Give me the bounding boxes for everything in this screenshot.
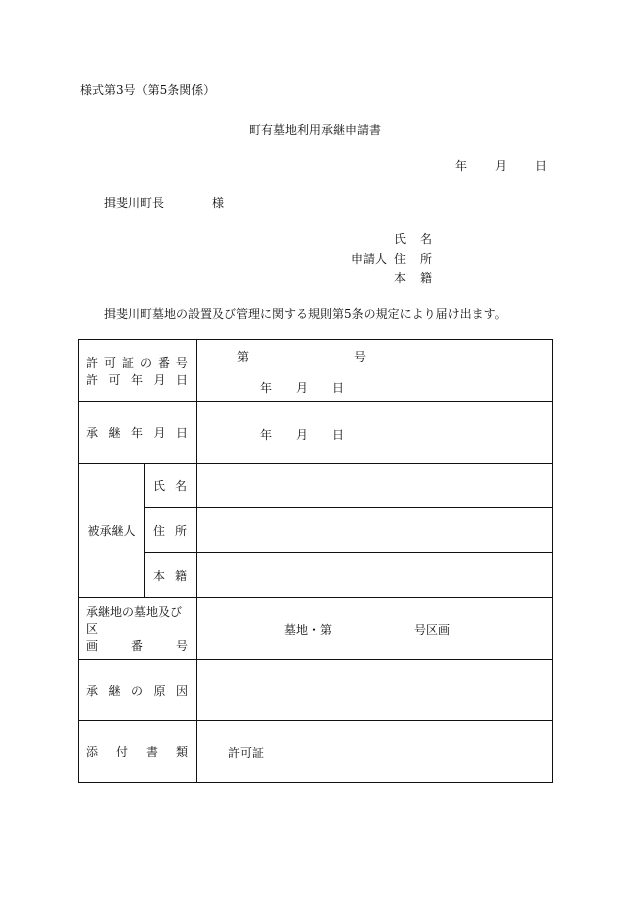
addressee-office: 揖斐川町長 <box>104 196 165 210</box>
succession-date-label: 承 継 年 月 日 <box>86 426 188 440</box>
predecessor-address-char1: 住 <box>153 523 166 538</box>
predecessor-domicile-char2: 籍 <box>174 568 187 583</box>
applicant-address-char2: 所 <box>419 251 432 266</box>
predecessor-name-label-cell <box>145 464 197 508</box>
attachments-label: 添 付 書 類 <box>86 745 188 759</box>
applicant-name-char1: 氏 <box>393 232 406 246</box>
applicant-address-char1: 住 <box>393 251 406 266</box>
reason-value-cell[interactable] <box>197 660 553 721</box>
date-month-label: 月 <box>495 159 508 173</box>
plot-value-prefix: 墓地・第 <box>284 623 333 637</box>
intro-text: 揖斐川町墓地の設置及び管理に関する規則第5条の規定により届け出ます。 <box>104 307 507 321</box>
application-table <box>78 339 553 783</box>
date-day-label: 日 <box>535 159 548 173</box>
permit-number-label: 許 可 証 の 番 号 <box>86 355 188 370</box>
predecessor-domicile-label-cell <box>145 553 197 598</box>
permit-row <box>79 340 553 402</box>
attachments-label-cell <box>79 721 197 783</box>
date-year-label: 年 <box>455 159 468 173</box>
predecessor-address-char2: 所 <box>174 523 187 538</box>
addressee <box>104 194 224 211</box>
succession-date-row <box>79 402 553 464</box>
submission-date <box>455 157 547 174</box>
permit-date-label: 許 可 年 月 日 <box>86 372 188 387</box>
predecessor-address-label-cell <box>145 508 197 553</box>
predecessor-name-char1: 氏 <box>153 479 166 493</box>
reason-label-cell <box>79 660 197 721</box>
applicant-name-char2: 名 <box>419 232 432 246</box>
permit-date-year: 年 <box>260 381 273 395</box>
succession-date-label-cell <box>79 402 197 464</box>
predecessor-domicile-value[interactable] <box>197 553 553 598</box>
predecessor-address-row <box>79 508 553 553</box>
predecessor-address-value[interactable] <box>197 508 553 553</box>
plot-label-cell <box>79 598 197 660</box>
permit-number-prefix: 第 <box>237 350 250 364</box>
document-title: 町有墓地利用承継申請書 <box>248 123 381 137</box>
plot-label-line2: 画 番 号 <box>86 639 188 653</box>
addressee-honorific: 様 <box>212 196 225 210</box>
applicant-domicile-char1: 本 <box>393 271 406 285</box>
predecessor-name-char2: 名 <box>174 479 187 493</box>
plot-row <box>79 598 553 660</box>
applicant-prefix: 申請人 <box>350 251 387 266</box>
attachments-row <box>79 721 553 783</box>
applicant-block <box>349 230 439 289</box>
succession-date-value-cell[interactable] <box>197 402 553 464</box>
permit-label-cell <box>79 340 197 402</box>
form-number: 様式第3号（第5条関係） <box>80 83 216 97</box>
reason-label: 承 継 の 原 因 <box>86 683 188 698</box>
predecessor-name-row <box>79 464 553 508</box>
applicant-domicile-char2: 籍 <box>419 271 432 285</box>
predecessor-label: 被承継人 <box>79 464 145 598</box>
succession-date-month: 月 <box>296 428 309 442</box>
permit-value-cell[interactable] <box>197 340 553 402</box>
attachments-value-cell[interactable] <box>197 721 553 783</box>
predecessor-domicile-row <box>79 553 553 598</box>
predecessor-domicile-char1: 本 <box>153 568 166 583</box>
permit-number-suffix: 号 <box>354 350 367 364</box>
succession-date-day: 日 <box>332 428 345 442</box>
plot-value-cell[interactable] <box>197 598 553 660</box>
plot-value-suffix: 号区画 <box>414 623 451 637</box>
reason-row <box>79 660 553 721</box>
permit-date-day: 日 <box>332 381 345 395</box>
permit-date-month: 月 <box>296 381 309 395</box>
predecessor-name-value[interactable] <box>197 464 553 508</box>
attachments-value: 許可証 <box>228 746 265 760</box>
succession-date-year: 年 <box>260 428 273 442</box>
plot-label-line1: 承継地の墓地及び区 <box>86 605 183 636</box>
